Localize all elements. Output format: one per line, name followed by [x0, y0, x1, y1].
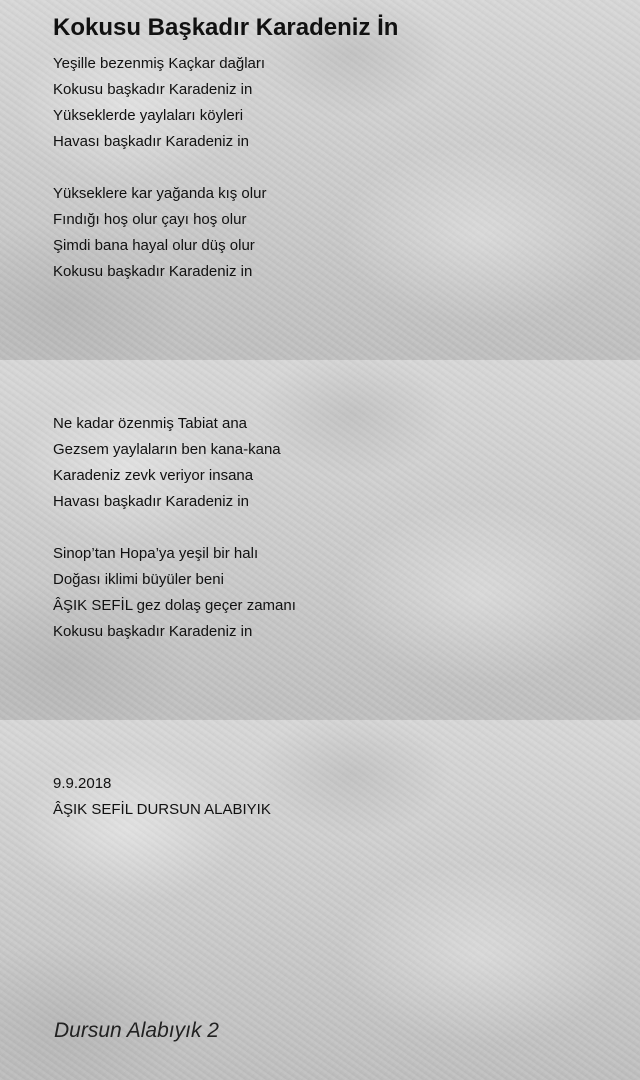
poem-line: Sinop’tan Hopa’ya yeşil bir halı: [53, 545, 259, 562]
poem-panel-1: [0, 0, 640, 360]
poem-panel-3: [0, 720, 640, 1080]
poem-panel-2: [0, 360, 640, 720]
poem-author-line: ÂŞIK SEFİL DURSUN ALABIYIK: [53, 801, 271, 818]
poem-line: Kokusu başkadır Karadeniz in: [53, 263, 253, 280]
stanza-2: [53, 181, 266, 285]
author-signature: Dursun Alabıyık 2: [54, 1019, 219, 1042]
stanza-1: [53, 51, 265, 155]
poem-line: Kokusu başkadır Karadeniz in: [53, 623, 253, 640]
poem-date: 9.9.2018: [53, 775, 112, 792]
poem-line: Gezsem yaylaların ben kana-kana: [53, 441, 281, 458]
poem-line: Fındığı hoş olur çayı hoş olur: [53, 211, 247, 228]
poem-line: Doğası iklimi büyüler beni: [53, 571, 224, 588]
poem-line: Yükseklerde yaylaları köyleri: [53, 107, 244, 124]
poem-line: ÂŞIK SEFİL gez dolaş geçer zamanı: [53, 597, 296, 614]
stanza-4: [53, 541, 296, 645]
poem-title: Kokusu Başkadır Karadeniz İn: [53, 14, 399, 41]
stanza-3: [53, 411, 281, 515]
poem-line: Havası başkadır Karadeniz in: [53, 493, 249, 510]
poem-line: Karadeniz zevk veriyor insana: [53, 467, 254, 484]
poem-line: Havası başkadır Karadeniz in: [53, 133, 249, 150]
poem-line: Şimdi bana hayal olur düş olur: [53, 237, 255, 254]
poem-line: Ne kadar özenmiş Tabiat ana: [53, 415, 248, 432]
poem-line: Kokusu başkadır Karadeniz in: [53, 81, 253, 98]
poem-line: Yeşille bezenmiş Kaçkar dağları: [53, 55, 266, 72]
poem-footer: [53, 771, 271, 823]
poem-line: Yükseklere kar yağanda kış olur: [53, 185, 267, 202]
